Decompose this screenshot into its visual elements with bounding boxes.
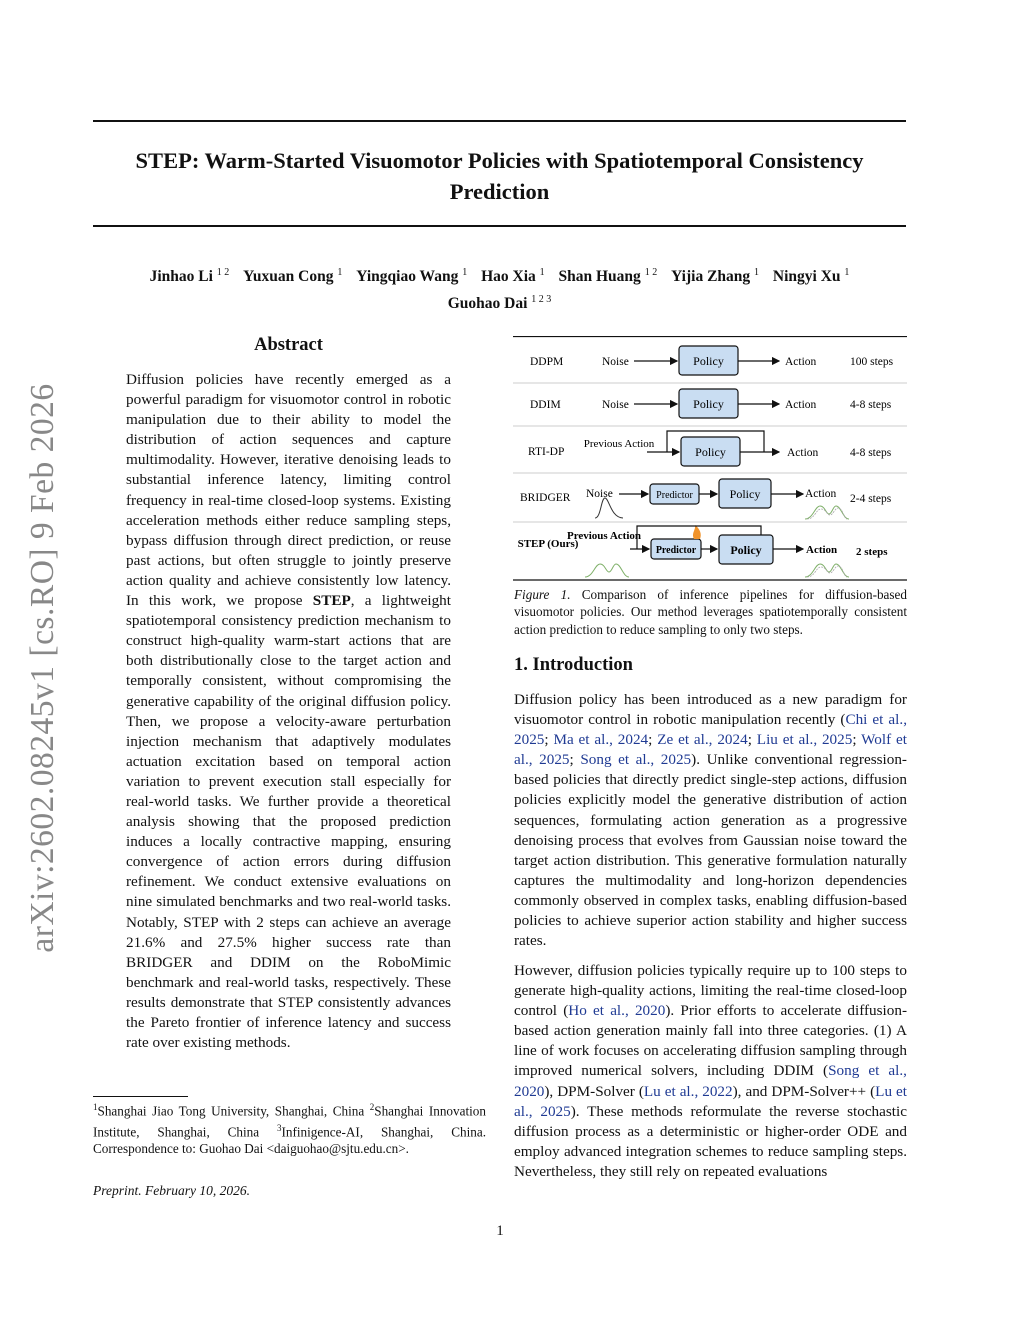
figure-1-diagram [513,336,907,581]
figure-row-bridger [520,479,892,519]
citation-link[interactable]: Liu et al., 2025 [756,731,853,749]
title-bottom-rule [93,225,906,227]
author: Jinhao Li $^{1 2}$ [149,267,230,286]
noise-curve [595,498,623,518]
figure-row-step [518,525,889,577]
figure-row-ddpm [530,346,894,375]
citation-link[interactable]: Song et al., 2020 [514,1062,907,1100]
flame-icon [693,525,701,539]
citation-link[interactable]: Song et al., 2025 [580,751,692,769]
steps-label: 100 steps [850,356,894,368]
policy-label: Policy [695,445,726,459]
policy-label: Policy [730,543,762,557]
previous-action-curve [585,564,629,577]
author: Guohao Dai $^{1 2 3}$ [447,294,552,313]
arxiv-stamp: arXiv:2602.08245v1 [cs.RO] 9 Feb 2026 [24,383,61,953]
method-label: STEP (Ours) [517,538,579,550]
steps-label: 2-4 steps [850,493,892,505]
page-number: 1 [496,1223,504,1239]
predictor-label: Predictor [655,545,697,556]
citation-link[interactable]: Lu et al., 2025 [514,1082,907,1120]
steps-label: 2 steps [856,546,888,558]
preprint-note: Preprint. February 10, 2026. [93,1183,250,1198]
output-label: Action [785,399,817,411]
citation-link[interactable]: Chi et al., 2025 [514,711,907,749]
output-label: Action [785,356,817,368]
author: Ningyi Xu $^1$ [772,267,850,286]
citation-link[interactable]: Lu et al., 2022 [643,1082,733,1100]
intro-paragraph-2: However, diffusion policies typically require up to 100 steps to generate high-quality actions, limiting the real-time closed-loop control (Ho et al., 2020). Prior efforts to accelerate diffusion-based action generation mainly fall into three categories. (1) A line of work focuses on accelerating diffusion sampling through improved numerical solvers, including DDIM (Song et al., 2020), DPM-Solver (Lu et al., 2022), and DPM-Solver++ (Lu et al., 2025). These methods reformulate the reverse stochastic diffusion process as a deterministic or higher-order ODE and employ advanced integration schemes to reduce sampling steps. Nevertheless, they still rely on repeated evaluations [514,962,908,1180]
output-label: Action [787,447,819,459]
affiliation-footnote: $^1$Shanghai Jiao Tong University, Shanghai, China $^2$Shanghai Innovation Institute, Shanghai, China $^3$Infinigence-AI, Shanghai, China. Correspondence to: Guohao Dai <daiguohao@sjtu.edu.cn>. [93,1102,486,1157]
author: Shan Huang $^{1 2}$ [558,267,658,286]
steps-label: 4-8 steps [850,447,892,459]
citation-link[interactable]: Ma et al., 2024 [553,731,649,749]
author: Hao Xia $^1$ [481,267,545,286]
figure-1-caption: Figure 1. Comparison of inference pipelines for diffusion-based visuomotor policies. Our method leverages spatiotemporally consistent action prediction to reduce sampling to only two steps. [514,587,907,637]
figure-row-ddim [530,389,892,418]
figure-row-rti-dp [528,431,892,466]
method-label: RTI-DP [528,446,565,458]
author: Yingqiao Wang $^1$ [356,267,468,286]
citation-link[interactable]: Ze et al., 2024 [657,731,748,749]
author: Yuxuan Cong $^1$ [243,267,343,286]
input-label: Noise [586,488,613,500]
paper-title: STEP: Warm-Started Visuomotor Policies with Spatiotemporal Consistency Prediction [135,148,864,204]
policy-label: Policy [693,397,724,411]
footnote-rule [93,1096,188,1097]
title-top-rule [93,120,906,122]
policy-label: Policy [693,354,724,368]
abstract-heading: Abstract [254,335,323,355]
output-label: Action [805,488,837,500]
citation-link[interactable]: Wolf et al., 2025 [514,731,907,769]
input-label: Previous Action [566,530,642,542]
steps-label: 4-8 steps [850,399,892,411]
section-heading-introduction: 1. Introduction [514,655,633,675]
predictor-label: Predictor [656,490,693,501]
intro-paragraph-1: Diffusion policy has been introduced as a new paradigm for visuomotor control in robotic manipulation recently (Chi et al., 2025; Ma et al., 2024; Ze et al., 2024; Liu et al., 2025; Wolf et al., 2025; Song et al., 2025). Unlike conventional regression-based policies that directly predict single-step actions, diffusion policies explicitly model the generative distribution of action sequences, formulating action generation as a progressive denoising process that evolves from Gaussian noise toward the target action distribution. This generative formulation naturally captures the multimodality and long-horizon dependencies commonly observed in complex tasks, enabling diffusion-based policies to achieve superior action stability and higher success rates. [514,691,907,950]
author: Yijia Zhang $^1$ [671,267,760,286]
input-label: Noise [602,356,629,368]
abstract-body: Diffusion policies have recently emerged as a powerful paradigm for visuomotor control in robotic manipulation due to their ability to model the distribution of action sequences and capture multimodality. However, iterative denoising leads to substantial inference latency, limiting control frequency in real-time closed-loop systems. Existing acceleration methods either reduce sampling steps, bypass diffusion through direct prediction, or reuse past actions, but often struggle to jointly preserve action quality and achieve consistently low latency. In this work, we propose STEP, a lightweight spatiotemporal consistency prediction mechanism to construct high-quality warm-start actions that are both distributionally close to the target action and temporally consistent, without compromising the generative capability of the original diffusion policy. Then, we propose a velocity-aware perturbation injection mechanism that adaptively modulates actuation excitation based on temporal action variation to prevent execution stall especially for real-world tasks. We further provide a theoretical analysis showing that the proposed prediction induces a locally contractive mapping, ensuring convergence of action errors during diffusion refinement. We conduct extensive evaluations on nine simulated benchmarks and two real-world tasks. Notably, STEP with 2 steps can achieve an average 21.6% and 27.5% higher success rate than BRIDGER and DDIM on the RoboMimic benchmark and real-world tasks, respectively. These results demonstrate that STEP consistently advances the Pareto frontier of inference latency and success rate over existing methods. [126,371,451,1052]
input-label: Previous Action [583,438,655,450]
method-label: DDPM [530,356,564,368]
input-label: Noise [602,399,629,411]
author-list [93,261,906,315]
method-label: DDIM [530,399,561,411]
output-label: Action [806,544,838,556]
method-label: BRIDGER [520,492,571,504]
policy-label: Policy [729,487,761,501]
svg-text:Previous Action [584,438,655,450]
citation-link[interactable]: Ho et al., 2020 [568,1002,666,1020]
